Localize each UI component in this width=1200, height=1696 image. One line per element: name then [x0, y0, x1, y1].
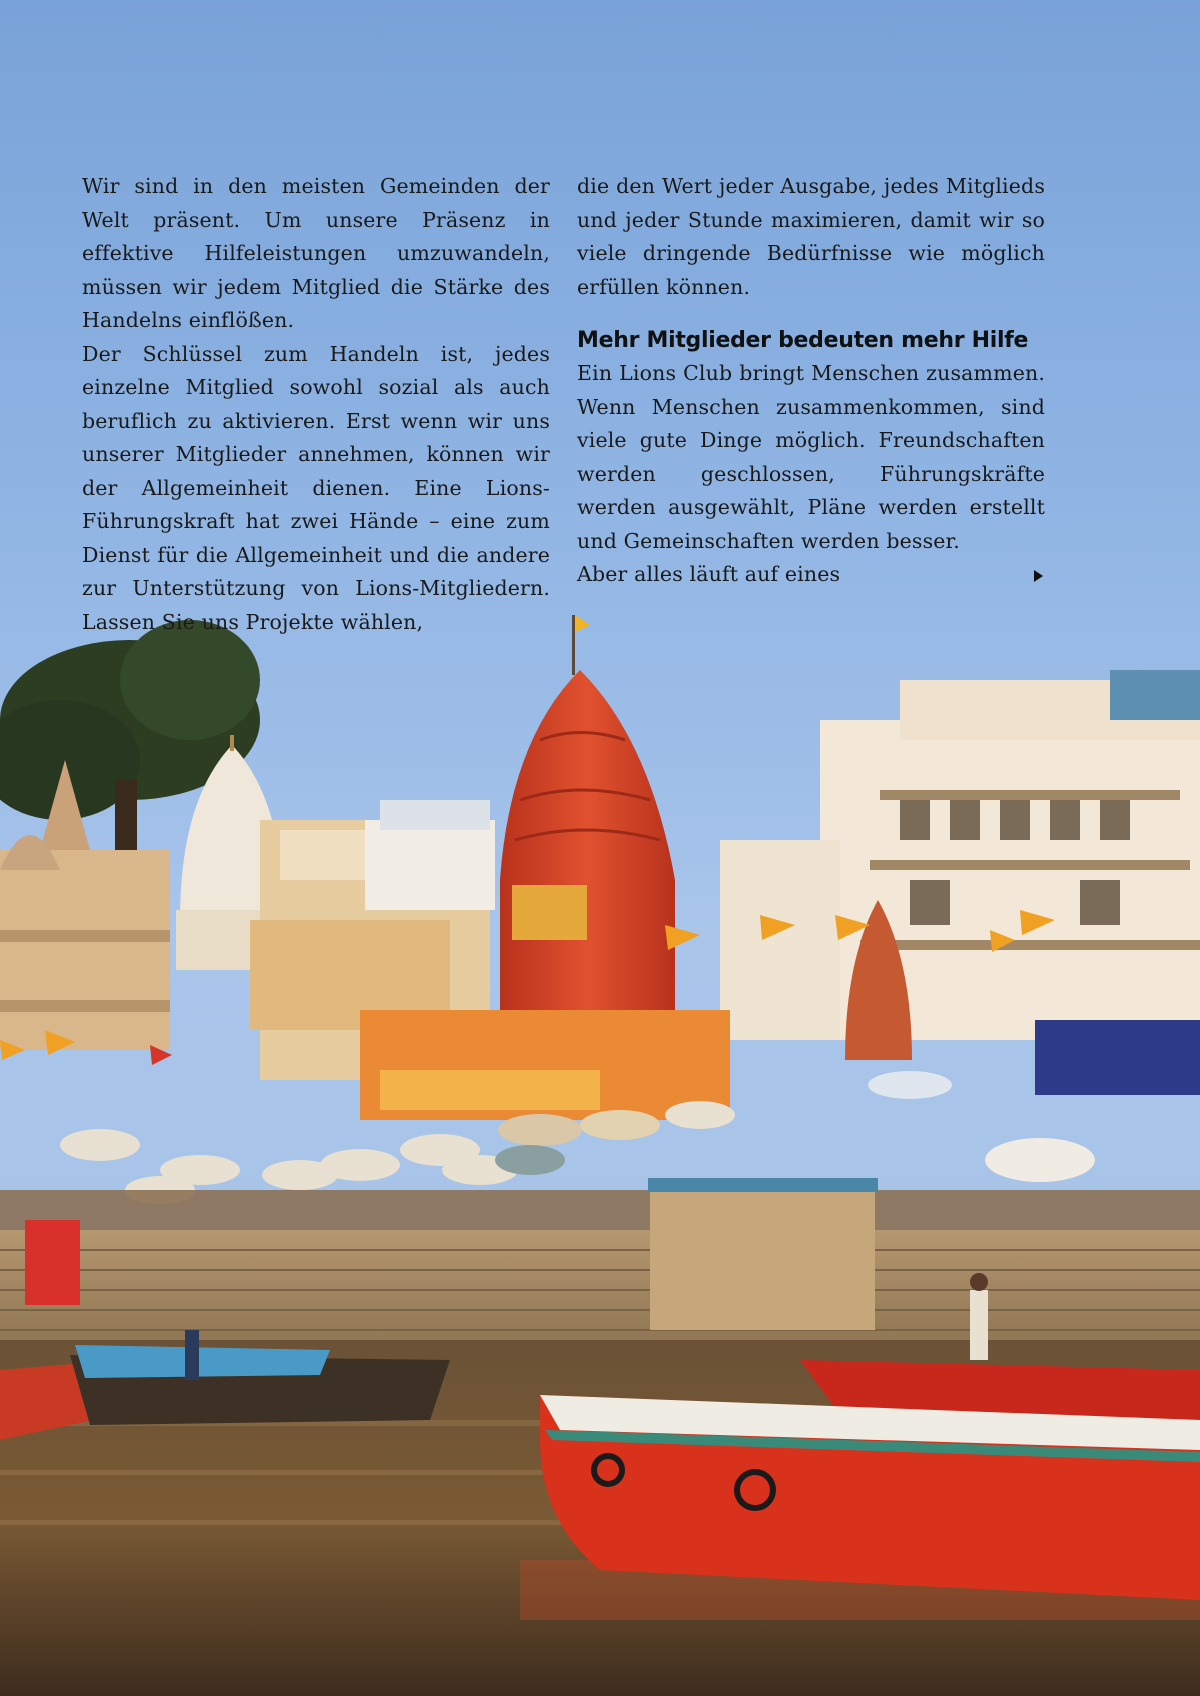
right-body-last-line	[577, 558, 1045, 592]
left-paragraph-2: Der Schlüssel zum Handeln ist, jedes einzelne Mitglied sowohl sozial als auch beruflich zu aktivieren. Erst wenn wir uns unserer Mitglieder annehmen, können wir der Allgemeinheit dienen. Eine Lions-Führungskraft hat zwei Hände – eine zum Dienst für die Allgemeinheit und die andere zur Unterstützung von Lions-Mitgliedern. Lassen Sie uns Projekte wählen,	[82, 341, 550, 634]
left-text-column	[82, 170, 550, 639]
continue-arrow-icon	[1034, 570, 1043, 582]
ghat-terrace	[0, 1190, 1200, 1230]
right-body-text: Ein Lions Club bringt Menschen zusammen. Wenn Menschen zusammenkommen, sind viele gute Dinge möglich. Freundschaften werden geschlossen, Führungskräfte werden ausgewählt, Pläne werden erstellt und Gemeinschaften werden besser.	[577, 361, 1045, 553]
right-text-column	[577, 170, 1045, 592]
section-heading: Mehr Mitglieder bedeuten mehr Hilfe	[577, 328, 1029, 353]
right-continuation-paragraph: die den Wert jeder Ausgabe, jedes Mitglieds und jeder Stunde maximieren, damit wir so viele dringende Bedürfnisse wie möglich erfüllen können.	[577, 174, 1045, 299]
right-body-end-text: Aber alles läuft auf eines	[577, 562, 841, 586]
right-body-paragraph	[577, 357, 1045, 592]
left-paragraph-1: Wir sind in den meisten Gemeinden der Welt präsent. Um unsere Präsenz in effektive Hilfeleistungen umzuwandeln, müssen wir jedem Mitglied die Stärke des Handelns einflößen.	[82, 174, 550, 332]
right-buildings	[720, 670, 1200, 1095]
